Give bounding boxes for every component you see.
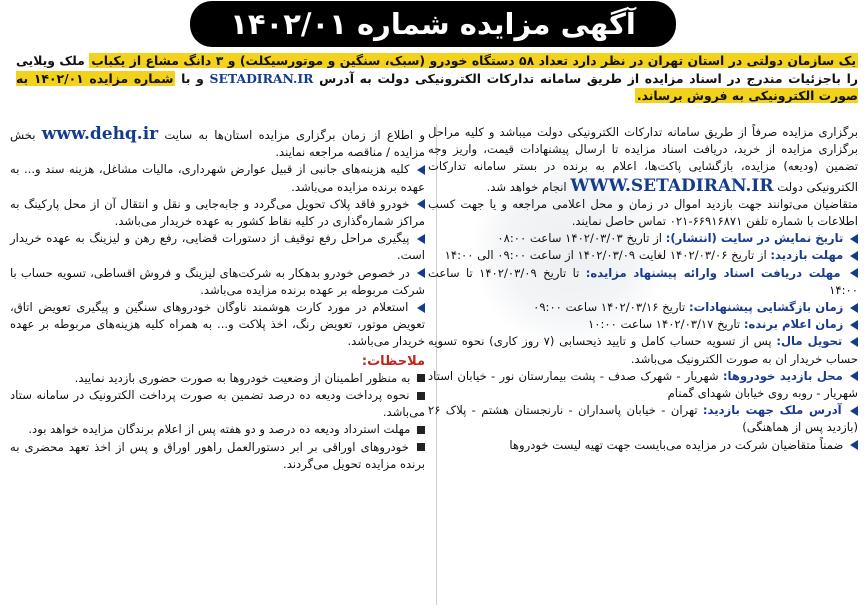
arrow-bullet-icon [417,199,425,209]
arrow-bullet-icon [850,406,858,416]
condition-item [10,299,425,351]
arrow-bullet-icon [417,234,425,244]
condition-text: کلیه هزینه‌های جانبی از قبیل عوارض شهرداری، مالیات مشاغل، هزینه سند و... به عهده برنده مزایده می‌باشد. [10,162,425,194]
schedule-item [428,437,858,454]
right-paragraph-2: متقاضیان می‌توانند جهت بازدید اموال در زمان و محل اعلامی مراجعه و یا جهت کسب اطلاعات با شماره تلفن ۶۶۹۱۶۸۷۱-۰۲۱ تماس حاصل نمایند. [428,196,858,229]
arrow-bullet-icon [850,440,858,450]
condition-item [10,230,425,264]
arrow-bullet-icon [850,320,858,330]
dehq-site: www.dehq.ir [41,124,159,144]
condition-item [10,265,425,299]
ad-title: آگهی مزایده شماره ۱۴۰۲/۰۱ [190,1,676,47]
square-bullet-icon [417,443,425,451]
condition-text: در خصوص خودرو بدهکار به شرکت‌های لیزینگ و فروش اقساطی، تسویه حساب با شرکت مربوطه بر عهده برنده مزایده می‌باشد. [10,265,425,297]
square-bullet-icon [417,374,425,382]
note-text: به منظور اطمینان از وضعیت خودروها به صورت حضوری بازدید نمایید. [74,370,411,385]
arrow-bullet-icon [850,371,858,381]
schedule-text: تاریخ ۱۴۰۲/۰۳/۱۶ ساعت ۰۹:۰۰ [533,300,686,315]
schedule-label: زمان اعلام برنده: [743,317,844,332]
right-column [428,124,858,613]
setadiran-site: WWW.SETADIRAN.IR [570,175,774,196]
schedule-text: تاریخ ۱۴۰۲/۰۳/۱۷ ساعت ۱۰:۰۰ [588,317,741,332]
intro-line2: ملک ویلایی را باجزئیات مندرج در اسناد مزایده از طریق سامانه تدارکات الکترونیکی دولت به آدرس [16,53,858,86]
left-p1b-text: بخش مزایده / مناقصه مراجعه نمایند. [10,128,425,160]
arrow-bullet-icon [850,234,858,244]
left-column [10,124,425,613]
schedule-item [428,333,858,367]
notes-title: ملاحظات: [361,353,425,369]
schedule-text: از تاریخ ۱۴۰۲/۰۳/۰۶ لغایت ۱۴۰۲/۰۳/۰۹ از ساعت ۰۹:۰۰ الی ۱۴:۰۰ [444,248,767,263]
arrow-bullet-icon [417,268,425,278]
condition-item [10,196,425,230]
right-paragraph-1 [428,124,858,196]
note-item [10,421,425,438]
schedule-text: تا تاریخ ۱۴۰۲/۰۳/۰۹ تا ساعت ۱۴:۰۰ [428,265,858,297]
schedule-item [428,299,858,316]
schedule-item [428,402,858,436]
schedule-item [428,368,858,402]
left-p1a-text: و اطلاع از زمان برگزاری مزایده استان‌ها به سایت [164,128,425,142]
schedule-label: تحویل مال: [776,334,843,349]
intro-site: SETADIRAN.IR [209,70,314,86]
schedule-label: مهلت دریافت اسناد وارائه پیشنهاد مزایده: [585,265,841,280]
arrow-bullet-icon [850,251,858,261]
schedule-label: زمان بازگشایی پیشنهادات: [688,300,844,315]
right-p1-text: برگزاری مزایده صرفاً از طریق سامانه تدارکات الکترونیکی دولت میباشد و کلیه مراحل برگزاری مزایده از خرید، دریافت اسناد مزایده تا ارسال پیشنهادات قیمت، واریز وجه تضمین (ودیعه) مزایده، بازگشایی پاکت‌ها، اعلام به برنده در بستر سامانه تدارکات الکترونیکی دولت [428,125,858,194]
intro-line2b: و با [181,70,204,86]
square-bullet-icon [417,392,425,400]
note-text: خودروهای اوراقی بر ابر دستورالعمل راهور اوراق و پس از اخذ تعهد محضری به برنده مزایده تحویل می‌گردند. [10,439,425,471]
intro-line3: شماره مزایده ۱۴۰۲/۰۱ به صورت الکترونیکی به فروش برساند. [16,70,858,103]
schedule-item [428,316,858,333]
condition-text: استعلام در مورد کارت هوشمند ناوگان خودروهای سنگین و پیگیری تعویض اتاق، تعویض موتور، تعویض رنگ، اخذ پلاکت و... به همراه کلیه هزینه‌های مربوطه بر عهده خریدار می‌باشد. [10,300,425,349]
schedule-label: محل بازدید خودروها: [722,368,843,383]
arrow-bullet-icon [417,165,425,175]
schedule-text: شهریار - شهرک صدف - پشت بیمارستان نور - خیابان استاد شهریار - روبه روی خیابان شهدای گمنام [428,368,858,401]
arrow-bullet-icon [850,268,858,278]
note-item [10,370,425,387]
condition-text: پیگیری مراحل رفع توقیف از دستورات قضایی، رفع رهن و لیزینگ به عهده خریدار است. [10,231,425,263]
arrow-bullet-icon [850,337,858,347]
notes-section [10,353,425,473]
schedule-text: پس از تسویه حساب کامل و تایید ذیحسابی (۷ روز کاری) نحوه تسویه حساب خریدار ان به صورت الکترونیک می‌باشد. [428,334,858,366]
schedule-text: تهران - خیابان پاسداران - نارنجستان هشتم - پلاک ۲۶ (بازدید پس از هماهنگی) [428,403,858,435]
note-item [10,387,425,421]
schedule-item [428,265,858,299]
arrow-bullet-icon [850,303,858,313]
schedule-label: مهلت بازدید: [770,248,844,263]
schedule-text: ضمناً متقاضیان شرکت در مزایده می‌بایست جهت تهیه لیست خودروها [509,437,844,452]
schedule-item [428,230,858,247]
schedule-item [428,247,858,264]
schedule-text: از تاریخ ۱۴۰۲/۰۳/۰۳ ساعت ۰۸:۰۰ [497,231,663,246]
intro-paragraph [16,52,858,122]
left-paragraph-1 [10,124,425,161]
header [0,0,866,48]
arrow-bullet-icon [417,303,425,313]
square-bullet-icon [417,426,425,434]
note-text: نحوه پرداخت ودیعه ده درصد تضمین به صورت پرداخت الکترونیک در سامانه ستاد می‌باشد. [10,388,425,420]
intro-highlight: یک سازمان دولتی در استان تهران در نظر دارد تعداد ۵۸ دستگاه خودرو (سبک، سنگین و موتورسیکلت) و ۳ دانگ مشاع از یکباب [91,53,857,68]
schedule-label: تاریخ نمایش در سایت (انتشار): [665,231,844,246]
note-text: مهلت استرداد ودیعه ده درصد و دو هفته پس از اعلام برندگان مزایده خواهد بود. [28,422,411,437]
note-item [10,439,425,473]
schedule-label: آدرس ملک جهت بازدید: [702,403,842,418]
right-p1b-text: انجام خواهد شد. [486,179,567,194]
condition-item [10,161,425,195]
condition-text: خودرو فاقد پلاک تحویل می‌گردد و جابه‌جایی و نقل و انتقال آن از محل پارکینگ به مراکز شماره‌گذاری در کلیه نقاط کشور به عهده خریدار می‌باشد. [10,196,425,229]
